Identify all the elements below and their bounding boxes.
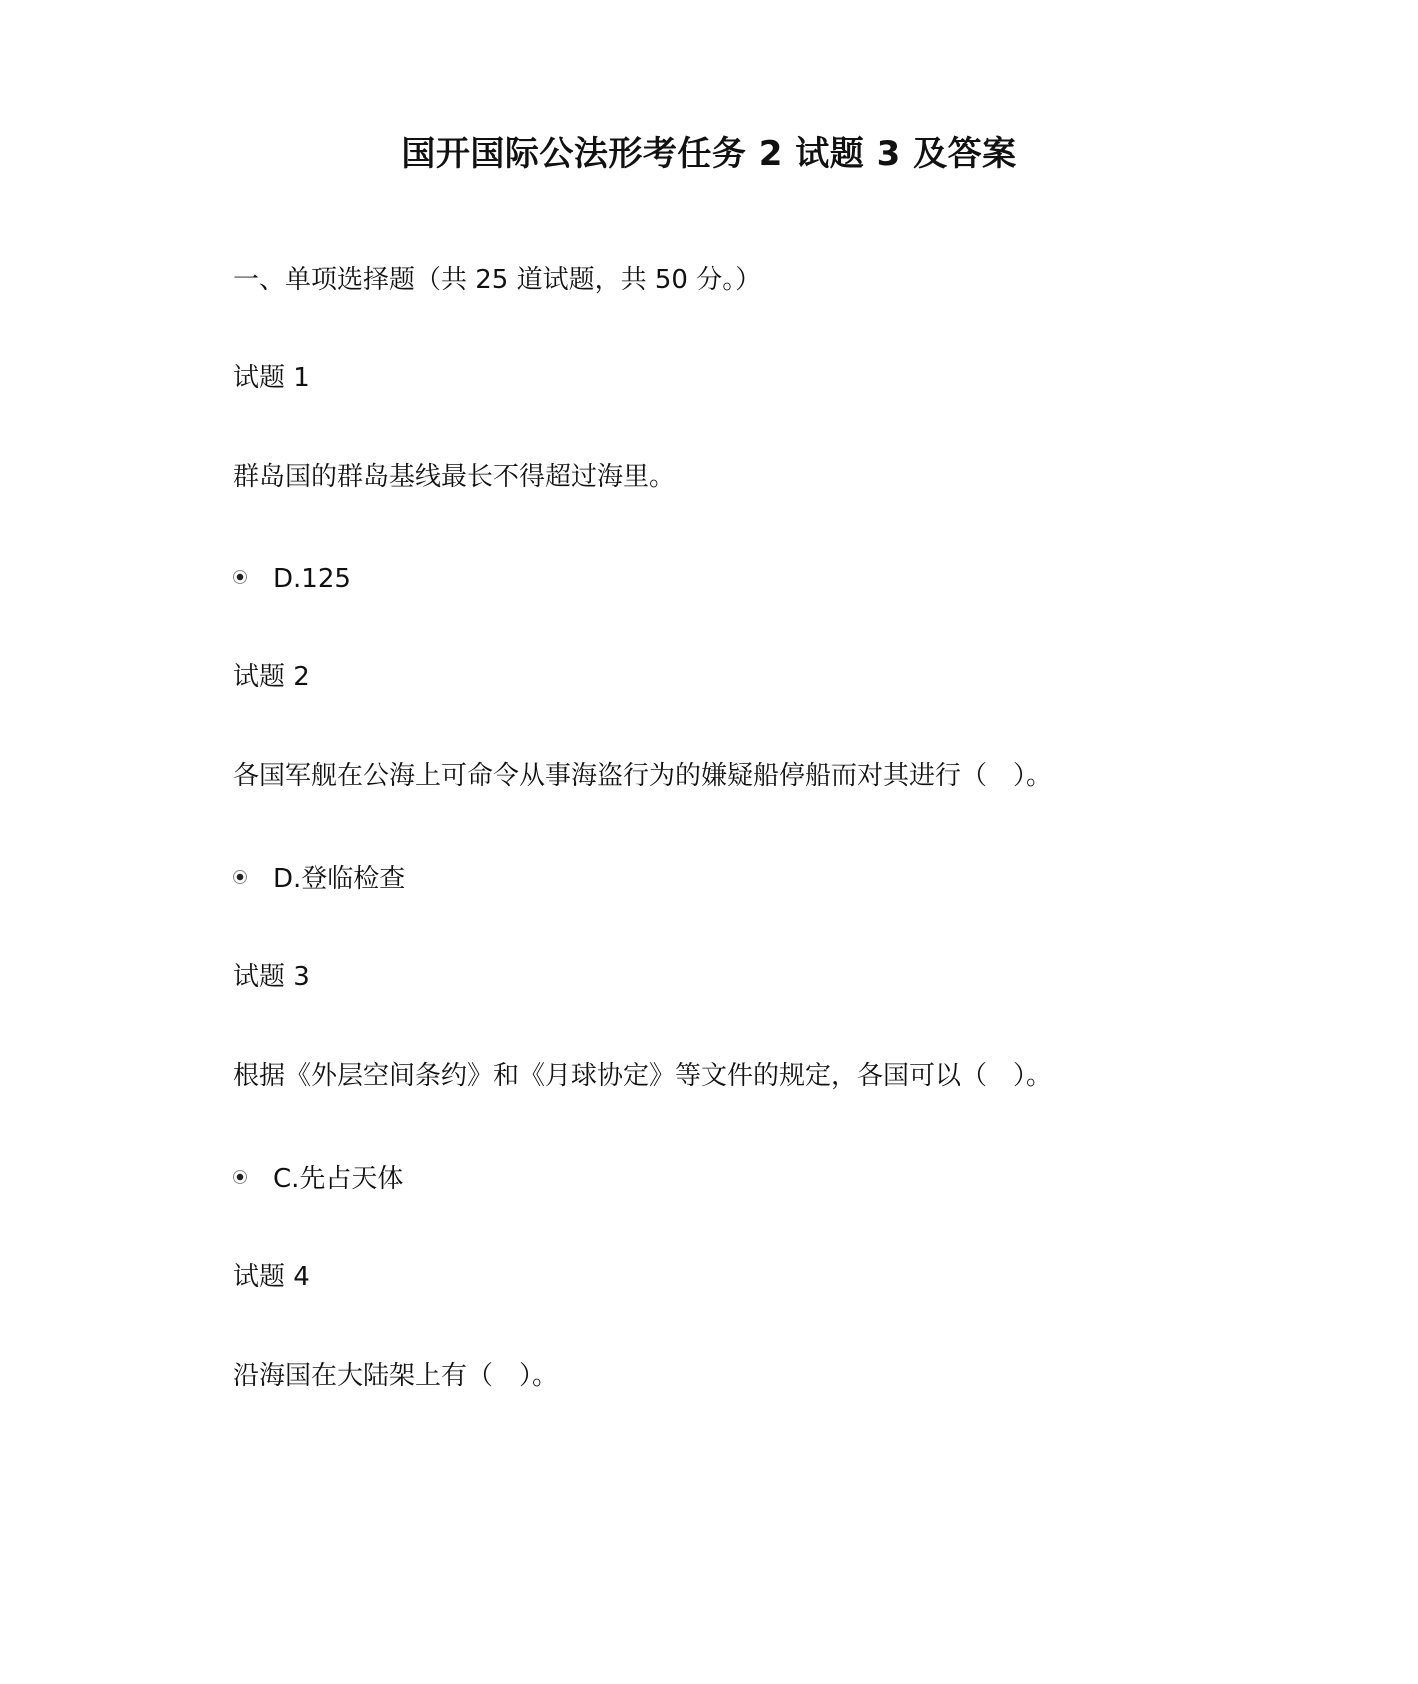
question-3-text: 根据《外层空间条约》和《月球协定》等文件的规定，各国可以（ ）。: [233, 1061, 1053, 1091]
question-1-text: 群岛国的群岛基线最长不得超过海里。: [233, 462, 676, 492]
question-3-answer-option[interactable]: [233, 1161, 403, 1197]
document-title: 国开国际公法形考任务 2 试题 3 及答案: [401, 134, 1017, 174]
radio-selected-icon[interactable]: [233, 1170, 247, 1184]
section-heading: 一、单项选择题（共 25 道试题，共 50 分。）: [233, 265, 762, 295]
question-1-answer-option[interactable]: [233, 561, 351, 597]
question-1-answer-label: D.125: [273, 564, 351, 594]
question-3-label: 试题 3: [233, 962, 310, 992]
radio-selected-icon[interactable]: [233, 570, 247, 584]
question-4-text: 沿海国在大陆架上有（ ）。: [233, 1361, 559, 1391]
question-2-label: 试题 2: [233, 662, 310, 692]
question-2-text: 各国军舰在公海上可命令从事海盗行为的嫌疑船停船而对其进行（ ）。: [233, 761, 1053, 791]
question-4-label: 试题 4: [233, 1262, 310, 1292]
question-2-answer-label: D.登临检查: [273, 864, 406, 894]
radio-selected-icon[interactable]: [233, 870, 247, 884]
question-2-answer-option[interactable]: [233, 861, 405, 897]
question-1-label: 试题 1: [233, 363, 310, 393]
question-3-answer-label: C.先占天体: [273, 1164, 404, 1194]
